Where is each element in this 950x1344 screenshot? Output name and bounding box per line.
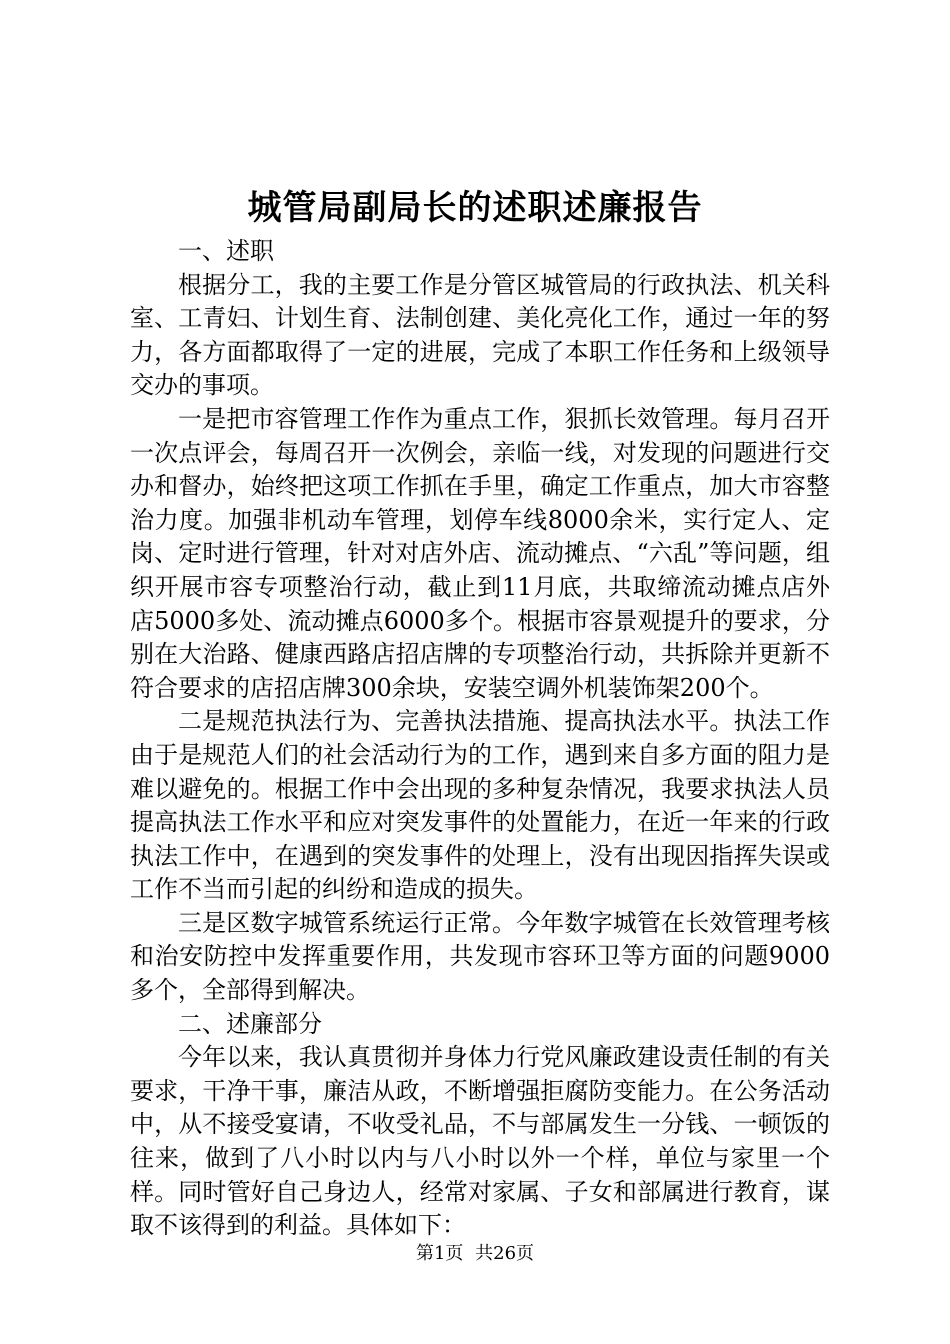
paragraph-digital-system: 三是区数字城管系统运行正常。今年数字城管在长效管理考核和治安防控中发挥重要作用，共发现市容环卫等方面的问题9000多个，全部得到解决。 <box>130 908 830 1005</box>
section-heading-shulian: 二、述廉部分 <box>178 1009 322 1038</box>
document-title: 城管局副局长的述职述廉报告 <box>247 188 703 228</box>
paragraph-integrity: 今年以来，我认真贯彻并身体力行党风廉政建设责任制的有关要求，干净干事，廉洁从政，不断增强拒腐防变能力。在公务活动中，从不接受宴请，不收受礼品，不与部属发生一分钱、一顿饭的往来，做到了八小时以内与八小时以外一个样，单位与家里一个样。同时管好自己身边人，经常对家属、子女和部属进行教育，谋取不该得到的利益。具体如下： <box>130 1043 830 1240</box>
paragraph-law-enforcement: 二是规范执法行为、完善执法措施、提高执法水平。执法工作由于是规范人们的社会活动行为的工作，遇到来自多方面的阻力是难以避免的。根据工作中会出现的多种复杂情况，我要求执法人员提高执法工作水平和应对突发事件的处置能力，在近一年来的行政执法工作中，在遇到的突发事件的处理上，没有出现因指挥失误或工作不当而引起的纠纷和造成的损失。 <box>130 707 830 904</box>
page-total: 共26页 <box>475 1243 535 1264</box>
paragraph-city-appearance: 一是把市容管理工作作为重点工作，狠抓长效管理。每月召开一次点评会，每周召开一次例会，亲临一线，对发现的问题进行交办和督办，始终把这项工作抓在手里，确定工作重点，加大市容整治力度。加强非机动车管理，划停车线8000余米，实行定人、定岗、定时进行管理，针对对店外店、流动摊点、“六乱”等问题，组织开展市容专项整治行动，截止到11月底，共取缔流动摊点店外店5000多处、流动摊点6000多个。根据市容景观提升的要求，分别在大治路、健康西路店招店牌的专项整治行动，共拆除并更新不符合要求的店招店牌300余块，安装空调外机装饰架200个。 <box>130 404 830 702</box>
paragraph-overview: 根据分工，我的主要工作是分管区城管局的行政执法、机关科室、工青妇、计划生育、法制创建、美化亮化工作，通过一年的努力，各方面都取得了一定的进展，完成了本职工作任务和上级领导交办的事项。 <box>130 270 830 400</box>
page-footer <box>0 1241 950 1267</box>
page-number: 第1页 <box>415 1243 464 1264</box>
section-heading-shuzhi: 一、述职 <box>178 237 274 265</box>
document-body <box>130 235 830 1243</box>
